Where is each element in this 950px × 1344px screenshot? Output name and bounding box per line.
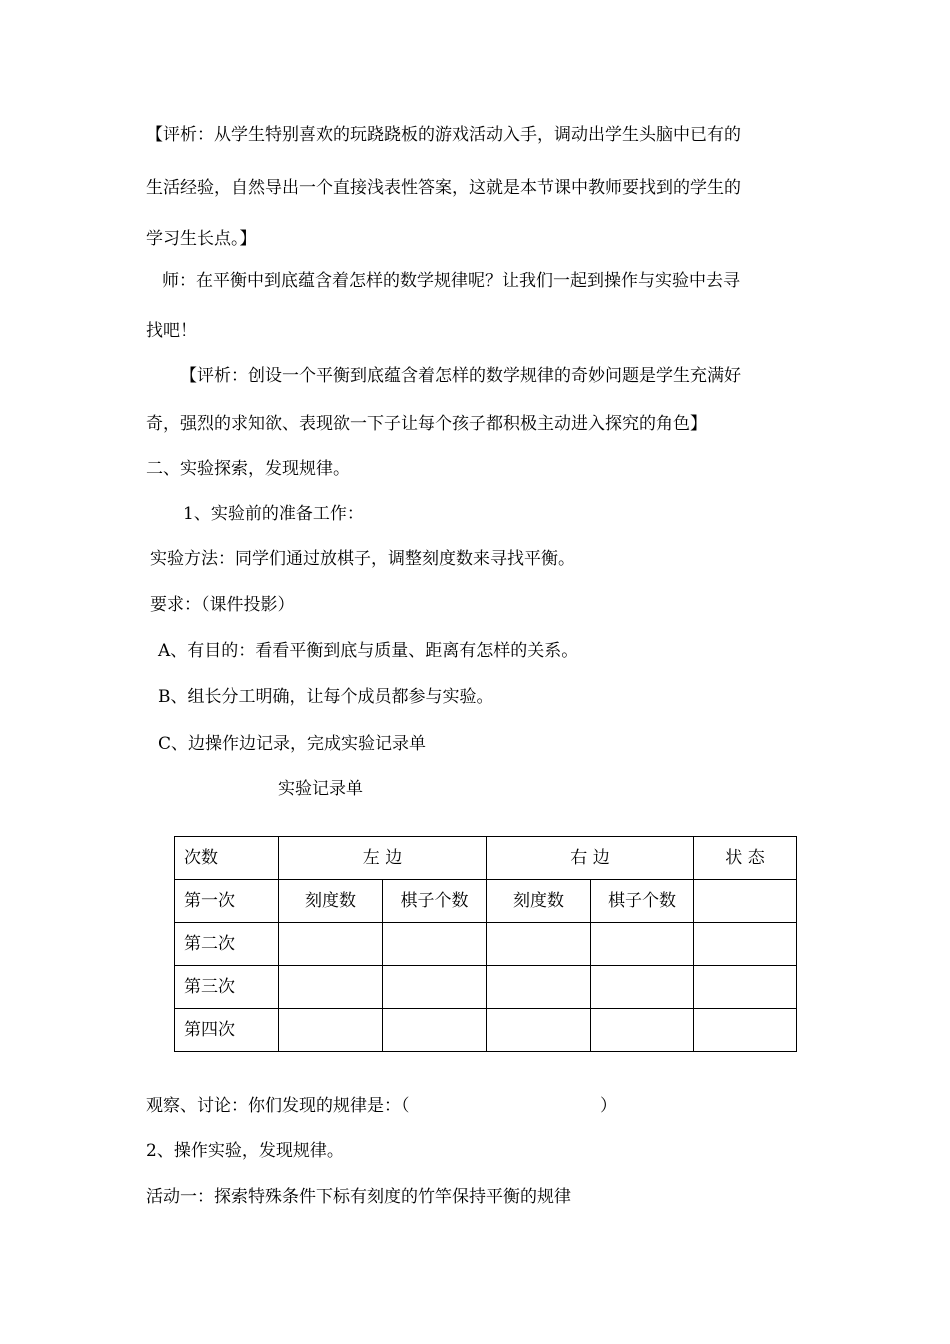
row-label: 第二次 [175,923,279,966]
subsection-heading: 1、实验前的准备工作： [183,504,364,524]
requirement-b: B、组长分工明确，让每个成员都参与实验。 [158,687,494,707]
header-right: 右 边 [487,837,694,880]
table-cell [487,1009,591,1052]
table-cell [279,923,383,966]
paragraph-commentary-1: 【评析：从学生特别喜欢的玩跷跷板的游戏活动入手，调动出学生头脑中已有的 [146,125,741,145]
table-cell [487,966,591,1009]
table-cell [383,966,487,1009]
subheader-scale-right: 刻度数 [487,880,591,923]
row-label: 第三次 [175,966,279,1009]
header-state: 状 态 [694,837,797,880]
paragraph-teacher-2: 找吧！ [146,321,197,341]
table-cell [487,923,591,966]
subheader-pieces-left: 棋子个数 [383,880,487,923]
table-row [175,966,797,1009]
section-heading: 二、实验探索，发现规律。 [146,459,350,479]
activity1-heading: 活动一：探索特殊条件下标有刻度的竹竿保持平衡的规律 [146,1187,571,1207]
paragraph-commentary-4: 【评析：创设一个平衡到底蕴含着怎样的数学规律的奇妙问题是学生充满好 [180,366,741,386]
paragraph-commentary-5: 奇，强烈的求知欲、表现欲一下子让每个孩子都积极主动进入探究的角色】 [146,414,707,434]
step2-heading: 2、操作实验，发现规律。 [146,1141,344,1161]
table-cell [694,966,797,1009]
table-row [175,880,797,923]
observation-close: ） [600,1096,617,1116]
table-title: 实验记录单 [278,779,363,799]
requirement-c: C、边操作边记录，完成实验记录单 [158,734,427,754]
table-row [175,1009,797,1052]
table-cell [694,923,797,966]
paragraph-commentary-2: 生活经验，自然导出一个直接浅表性答案，这就是本节课中教师要找到的学生的 [146,178,741,198]
table-cell [591,923,694,966]
table-cell [591,966,694,1009]
table-cell [591,1009,694,1052]
requirement-heading: 要求：（课件投影） [150,595,295,615]
paragraph-teacher-1: 师：在平衡中到底蕴含着怎样的数学规律呢？让我们一起到操作与实验中去寻 [162,271,740,291]
table-cell [383,923,487,966]
requirement-a: A、有目的：看看平衡到底与质量、距离有怎样的关系。 [158,641,579,661]
observation-prompt: 观察、讨论：你们发现的规律是：（ [146,1096,410,1116]
method-text: 实验方法：同学们通过放棋子，调整刻度数来寻找平衡。 [150,549,575,569]
table-row [175,923,797,966]
table-header-row [175,837,797,880]
header-count: 次数 [175,837,279,880]
subheader-scale-left: 刻度数 [279,880,383,923]
header-left: 左 边 [279,837,487,880]
row-label: 第四次 [175,1009,279,1052]
subheader-pieces-right: 棋子个数 [591,880,694,923]
table-cell [694,880,797,923]
table-cell [279,966,383,1009]
paragraph-commentary-3: 学习生长点。】 [146,229,257,249]
record-table [174,836,797,1052]
table-cell [694,1009,797,1052]
table-cell [383,1009,487,1052]
row-label: 第一次 [175,880,279,923]
table-cell [279,1009,383,1052]
